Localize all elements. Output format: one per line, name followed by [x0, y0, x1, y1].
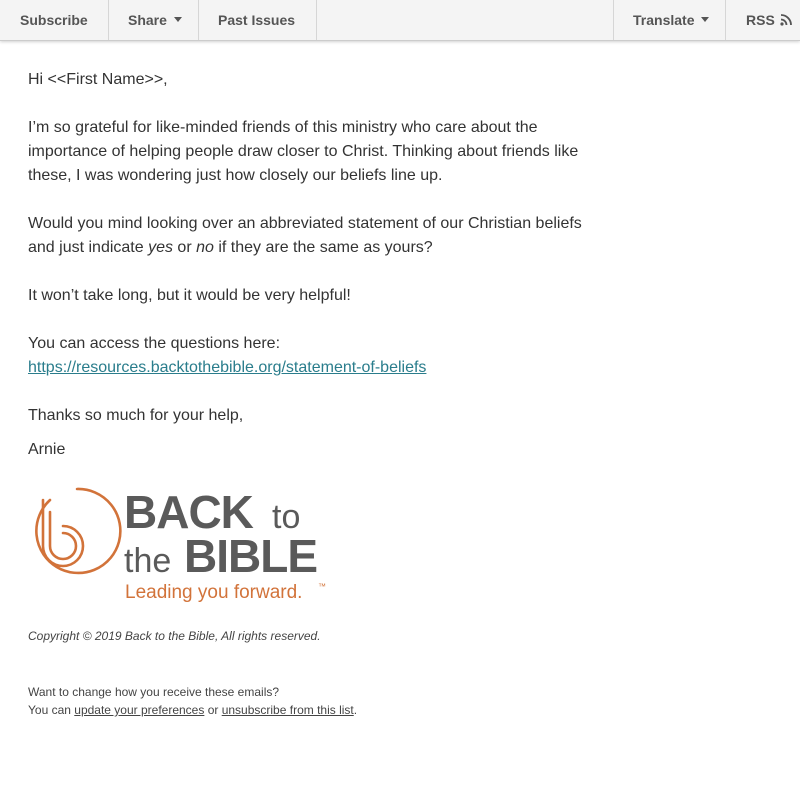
- access-paragraph: [28, 332, 588, 380]
- nav-divider: [198, 0, 199, 40]
- or-word: or: [172, 239, 197, 256]
- translate-dropdown-caret-icon[interactable]: [701, 17, 709, 22]
- logo-word-back: BACK: [124, 486, 253, 538]
- back-to-the-bible-logo[interactable]: [28, 486, 338, 606]
- email-footer: [28, 683, 357, 719]
- greeting: Hi <<First Name>>,: [28, 71, 168, 88]
- nav-divider: [108, 0, 109, 40]
- unsubscribe-link[interactable]: unsubscribe from this list: [221, 703, 354, 717]
- logo-tagline: Leading you forward.: [125, 582, 303, 603]
- translate-menu-button[interactable]: Translate: [633, 12, 695, 28]
- copyright-notice: Copyright © 2019 Back to the Bible, All rights reserved.: [28, 629, 321, 643]
- access-text: You can access the questions here:: [28, 335, 281, 352]
- rss-feed-icon[interactable]: [780, 13, 793, 26]
- rss-link[interactable]: RSS: [746, 12, 775, 28]
- nav-divider: [613, 0, 614, 40]
- yes-word: yes: [148, 239, 173, 256]
- share-menu-button[interactable]: Share: [128, 12, 167, 28]
- subscribe-link[interactable]: Subscribe: [20, 12, 88, 28]
- request-text: Would you mind looking over an abbreviated statement of our Christian beliefs and just indicate: [28, 215, 582, 256]
- you-can-text: You can: [28, 703, 75, 717]
- past-issues-link[interactable]: Past Issues: [218, 12, 296, 28]
- logo-word-the: the: [124, 542, 172, 580]
- preferences-line: [28, 701, 357, 719]
- request-text-end: if they are the same as yours?: [213, 239, 433, 256]
- change-preferences-text: Want to change how you receive these emails?: [28, 685, 280, 699]
- period-text: .: [353, 703, 358, 717]
- top-nav-bar: [0, 0, 800, 41]
- request-paragraph: [28, 212, 588, 260]
- nav-divider: [316, 0, 317, 40]
- logo-b-mark-icon: [36, 489, 120, 573]
- intro-paragraph: I’m so grateful for like-minded friends of this ministry who care about the importance of helping people draw closer to Christ. Thinking about friends like these, I was wondering just how closely our beliefs line up.: [28, 119, 579, 184]
- logo-word-to: to: [272, 498, 301, 536]
- nav-divider: [725, 0, 726, 40]
- email-body: [28, 68, 588, 486]
- share-dropdown-caret-icon[interactable]: [174, 17, 182, 22]
- signature: Arnie: [28, 441, 66, 458]
- logo-trademark: ™: [318, 582, 326, 591]
- thanks-line: Thanks so much for your help,: [28, 407, 244, 424]
- helpful-paragraph: It won’t take long, but it would be very helpful!: [28, 287, 351, 304]
- or-text: or: [204, 703, 222, 717]
- statement-of-beliefs-link[interactable]: https://resources.backtothebible.org/statement-of-beliefs: [28, 359, 427, 376]
- no-word: no: [196, 239, 214, 256]
- update-preferences-link[interactable]: update your preferences: [74, 703, 205, 717]
- logo-word-bible: BIBLE: [184, 530, 317, 582]
